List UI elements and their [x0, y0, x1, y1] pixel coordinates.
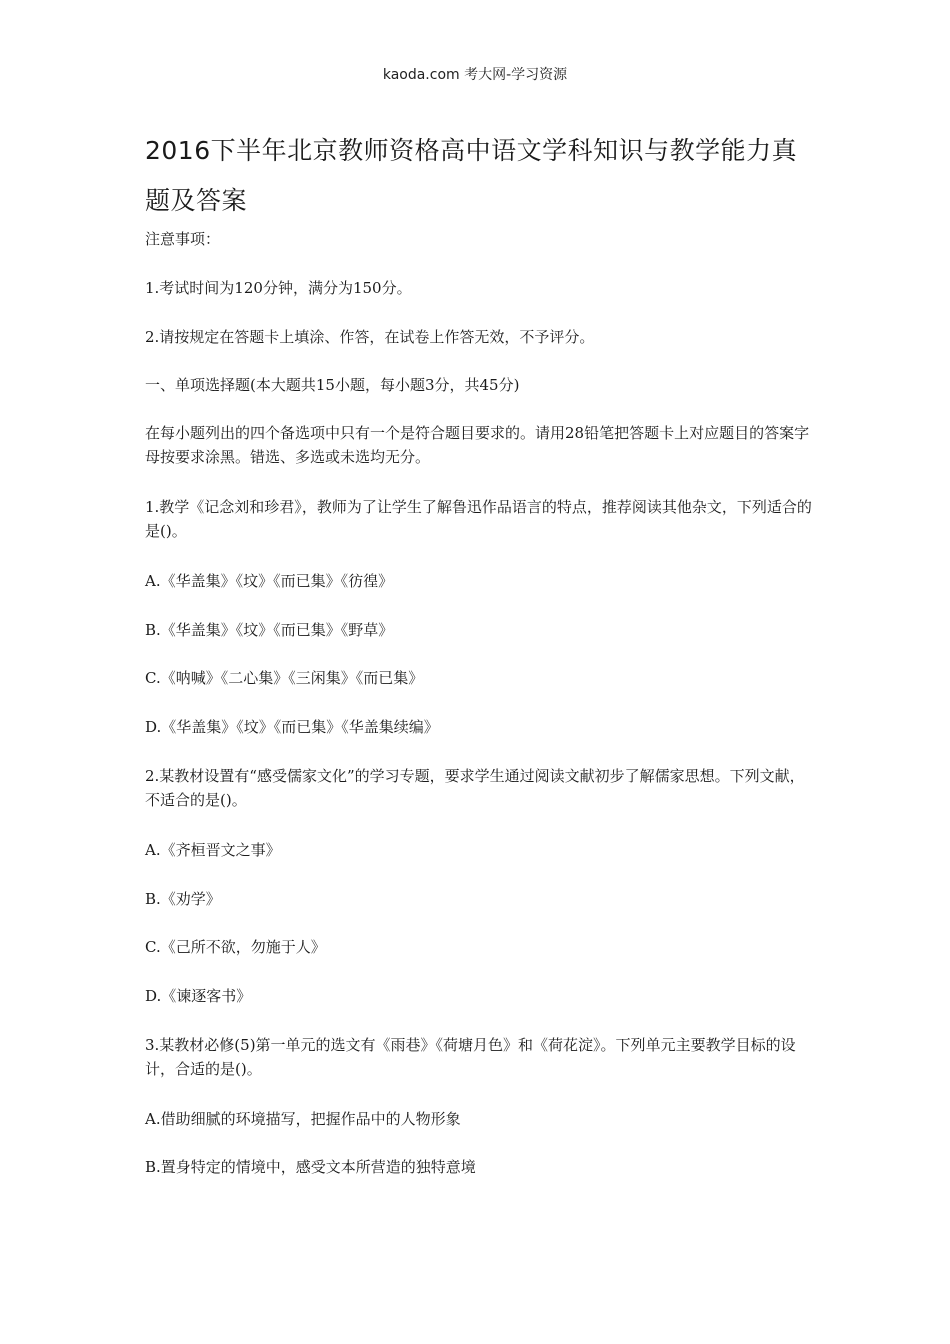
question-option: A.《齐桓晋文之事》	[145, 841, 281, 859]
question-option: B.置身特定的情境中，感受文本所营造的独特意境	[145, 1158, 476, 1176]
question-option: A.《华盖集》《坟》《而已集》《彷徨》	[145, 572, 394, 590]
question-option: D.《华盖集》《坟》《而已集》《华盖集续编》	[145, 718, 439, 736]
question-option: C.《己所不欲，勿施于人》	[145, 938, 326, 956]
notice-item: 1.考试时间为120分钟，满分为150分。	[145, 279, 412, 297]
question-stem: 3.某教材必修(5)第一单元的选文有《雨巷》《荷塘月色》和《荷花淀》。下列单元主要教学目标的设计，合适的是()。	[145, 1036, 796, 1078]
page-header: kaoda.com 考大网-学习资源	[382, 67, 568, 83]
question-option: C.《呐喊》《二心集》《三闲集》《而已集》	[145, 669, 424, 687]
question-option: B.《华盖集》《坟》《而已集》《野草》	[145, 621, 394, 639]
question-option: A.借助细腻的环境描写，把握作品中的人物形象	[145, 1110, 461, 1128]
section-heading: 一、单项选择题(本大题共15小题，每小题3分，共45分)	[145, 376, 520, 394]
question-stem: 1.教学《记念刘和珍君》，教师为了让学生了解鲁迅作品语言的特点，推荐阅读其他杂文，下列适合的是()。	[145, 498, 812, 540]
notice-item: 2.请按规定在答题卡上填涂、作答，在试卷上作答无效，不予评分。	[145, 328, 595, 346]
question-option: B.《劝学》	[145, 890, 221, 908]
page-title: 2016下半年北京教师资格高中语文学科知识与教学能力真题及答案	[145, 136, 798, 215]
section-instructions: 在每小题列出的四个备选项中只有一个是符合题目要求的。请用28铅笔把答题卡上对应题目的答案字母按要求涂黑。错选、多选或未选均无分。	[145, 424, 810, 466]
question-stem: 2.某教材设置有“感受儒家文化”的学习专题，要求学生通过阅读文献初步了解儒家思想。下列文献，不适合的是()。	[145, 767, 805, 809]
question-option: D.《谏逐客书》	[145, 987, 252, 1005]
notice-heading: 注意事项：	[145, 230, 221, 248]
